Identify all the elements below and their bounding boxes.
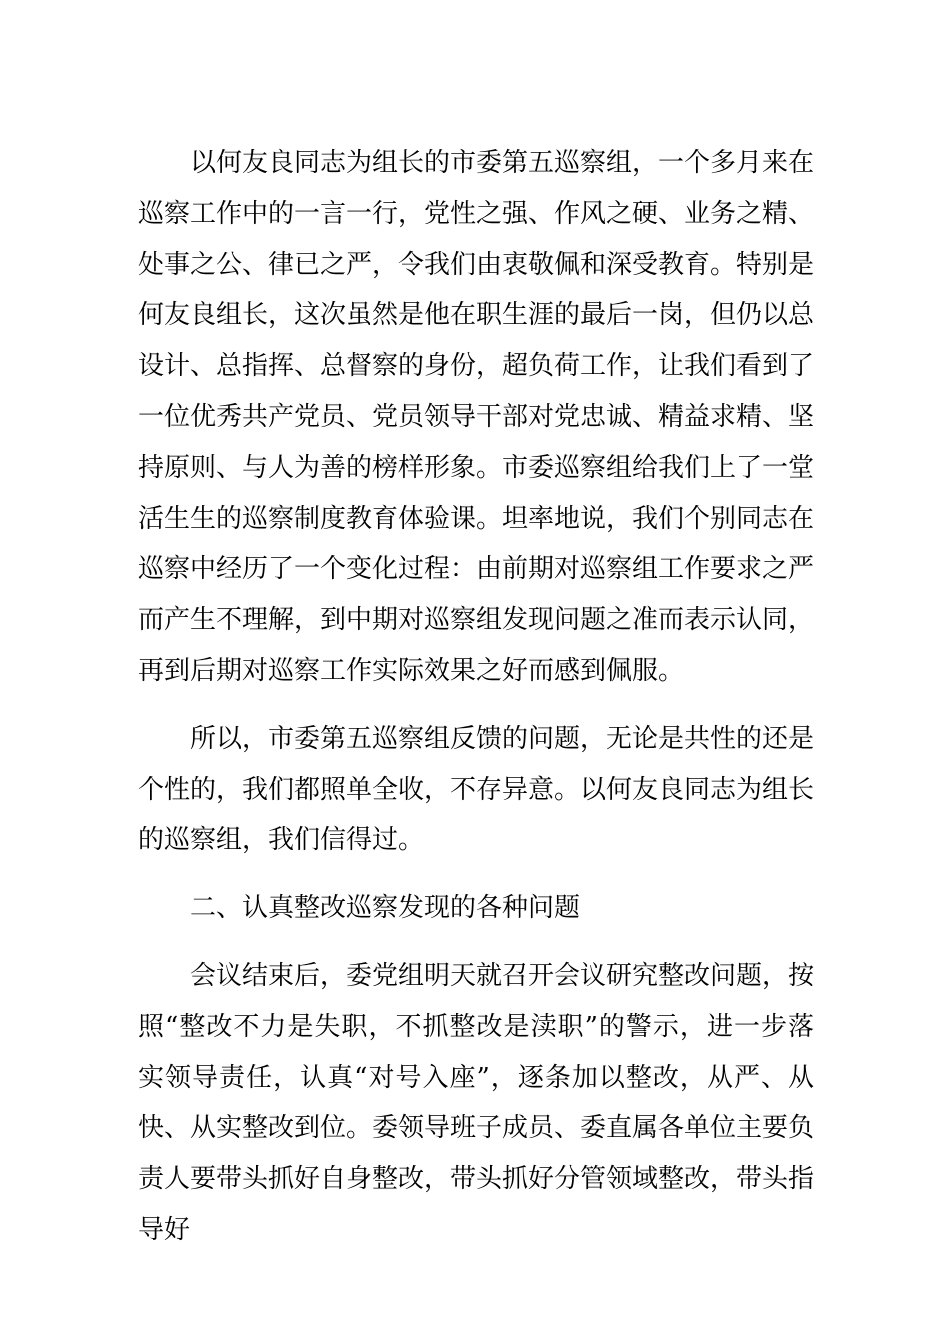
document-body bbox=[138, 138, 814, 1256]
paragraph-3: 会议结束后，委党组明天就召开会议研究整改问题，按照“整改不力是失职，不抓整改是渎职”的警示，进一步落实领导责任，认真“对号入座”，逐条加以整改，从严、从快、从实整改到位。委领导班子成员、委直属各单位主要负责人要带头抓好自身整改，带头抓好分管领域整改，带头指导好 bbox=[138, 960, 815, 1245]
paragraph-1: 以何友良同志为组长的市委第五巡察组，一个多月来在巡察工作中的一言一行，党性之强、作风之硬、业务之精、处事之公、律已之严，令我们由衷敬佩和深受教育。特别是何友良组长，这次虽然是他在职生涯的最后一岗，但仍以总设计、总指挥、总督察的身份，超负荷工作，让我们看到了一位优秀共产党员、党员领导干部对党忠诚、精益求精、坚持原则、与人为善的榜样形象。市委巡察组给我们上了一堂活生生的巡察制度教育体验课。坦率地说，我们个别同志在巡察中经历了一个变化过程：由前期对巡察组工作要求之严而产生不理解，到中期对巡察组发现问题之准而表示认同，再到后期对巡察工作实际效果之好而感到佩服。 bbox=[138, 148, 815, 686]
paragraph-2: 所以，市委第五巡察组反馈的问题，无论是共性的还是个性的，我们都照单全收，不存异意。以何友良同志为组长的巡察组，我们信得过。 bbox=[138, 723, 815, 856]
section-heading: 二、认真整改巡察发现的各种问题 bbox=[190, 893, 581, 924]
